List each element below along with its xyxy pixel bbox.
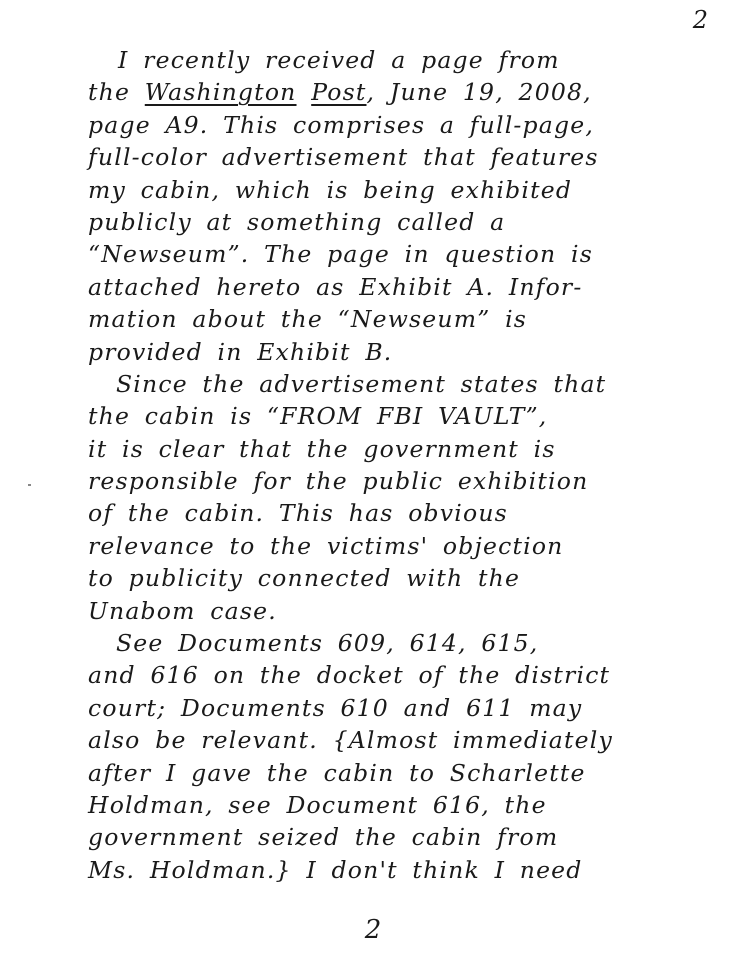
text-line: to publicity connected with the	[88, 564, 521, 593]
text-line: Ms. Holdman.} I don't think I need	[88, 855, 583, 884]
text-line: Holdman, see Document 616, the	[88, 790, 547, 819]
page-number-bottom: 2	[364, 915, 382, 945]
text-line: full-color advertisement that features	[88, 143, 599, 172]
text-line: “Newseum”. The page in question is	[88, 240, 593, 269]
text-line: page A9. This comprises a full-page,	[88, 110, 595, 139]
text-line: it is clear that the government is	[88, 434, 556, 463]
underlined-newspaper-name: Post	[311, 78, 367, 107]
text-line: the cabin is “FROM FBI VAULT”,	[88, 402, 548, 431]
text-line: court; Documents 610 and 611 may	[88, 693, 583, 722]
underlined-newspaper-name: Washington	[144, 78, 297, 107]
text-line: provided in Exhibit B.	[88, 337, 393, 366]
text-line: after I gave the cabin to Scharlette	[88, 758, 586, 787]
text-line: also be relevant. {Almost immediately	[88, 726, 613, 755]
text-line: responsible for the public exhibition	[88, 467, 589, 496]
text-line: attached hereto as Exhibit A. Infor-	[88, 272, 583, 301]
text-line: Since the advertisement states that	[116, 369, 607, 398]
text-line: publicly at something called a	[88, 207, 506, 236]
text-line: Unabom case.	[88, 596, 277, 625]
text-line: I recently received a page from	[118, 46, 560, 74]
text-line: relevance to the victims' objection	[88, 531, 564, 560]
text-line: of the cabin. This has obvious	[88, 499, 508, 528]
text-line: See Documents 609, 614, 615,	[116, 629, 539, 658]
scan-speck	[28, 484, 31, 486]
letter-body	[88, 44, 688, 886]
text-line: government seized the cabin from	[88, 823, 559, 852]
text-line: my cabin, which is being exhibited	[88, 175, 573, 204]
text-line: and 616 on the docket of the district	[88, 661, 611, 690]
page-number-top: 2	[692, 6, 708, 34]
text-line: the Washington Post, June 19, 2008,	[88, 78, 592, 107]
text-line: mation about the “Newseum” is	[88, 305, 528, 334]
